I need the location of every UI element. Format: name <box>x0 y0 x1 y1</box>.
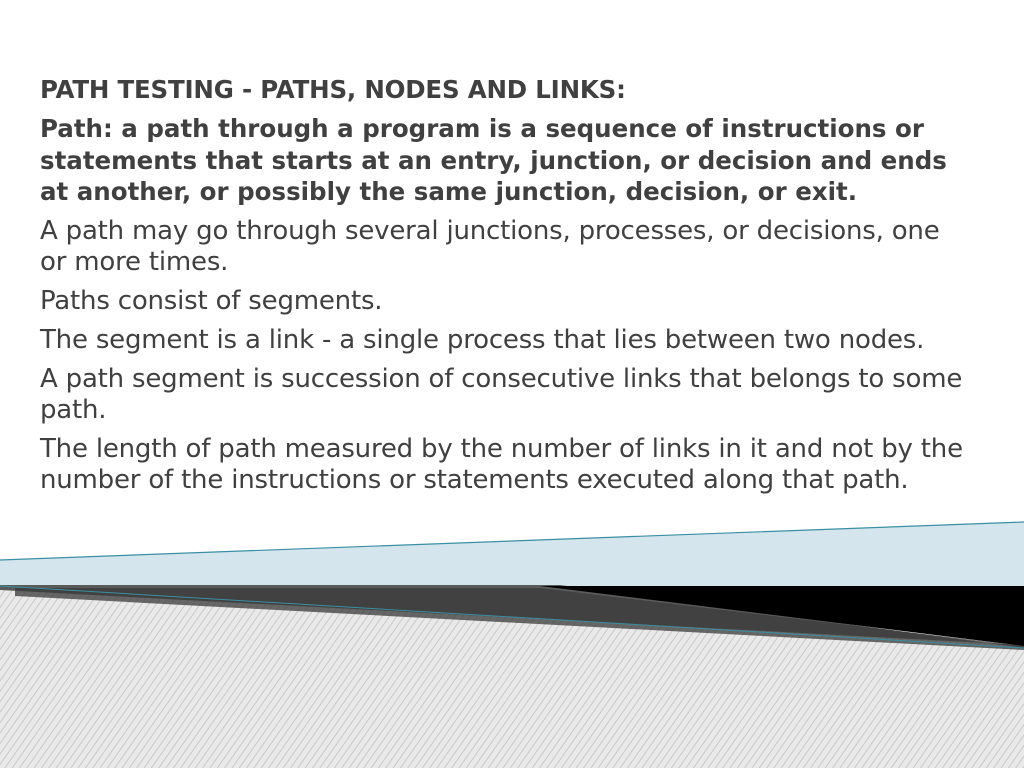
slide-body <box>40 74 970 504</box>
bullet-point: Paths consist of segments. <box>40 285 383 316</box>
bullet-point: A path may go through several junctions, processes, or decisions, one or more times. <box>40 215 940 277</box>
slide-heading: PATH TESTING - PATHS, NODES AND LINKS: <box>40 75 626 104</box>
path-definition: Path: a path through a program is a sequence of instructions or statements that starts at an entry, junction, or decision and ends at another, or possibly the same junction, decision, or exit. <box>40 114 947 206</box>
light-blue-wedge <box>0 522 1024 590</box>
bullet-point: The length of path measured by the number of links in it and not by the number of the instructions or statements executed along that path. <box>40 433 963 495</box>
bullet-point: The segment is a link - a single process that lies between two nodes. <box>40 324 925 355</box>
bullet-point: A path segment is succession of consecutive links that belongs to some path. <box>40 363 963 425</box>
